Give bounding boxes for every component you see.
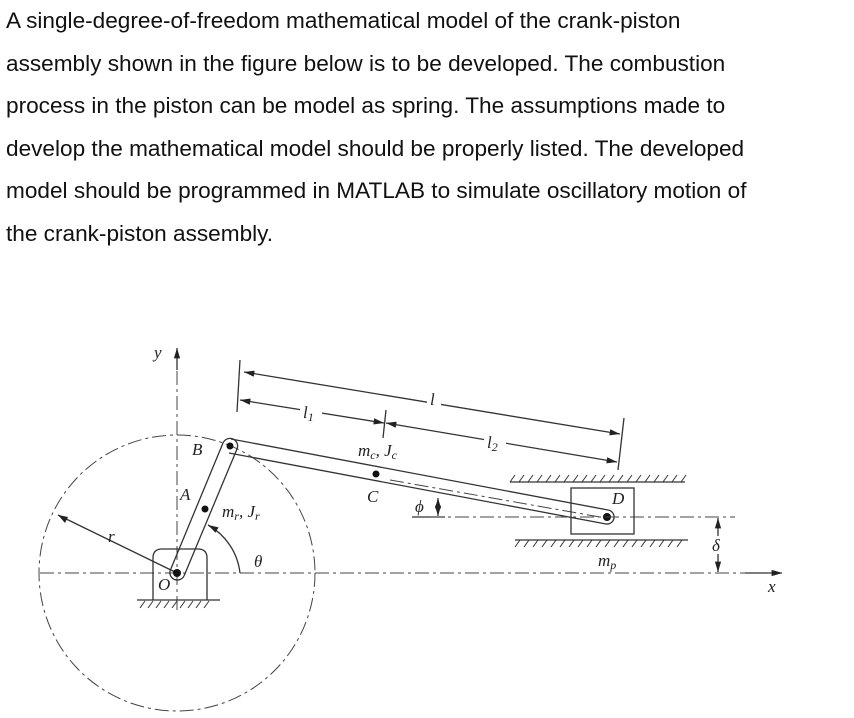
hatch-mark [650,540,655,547]
hatch-mark [528,475,533,482]
text-line: the crank-piston assembly. [6,220,274,246]
theta-label: θ [254,552,263,571]
hatch-mark [537,475,542,482]
text-line: A single-degree-of-freedom mathematical model of the crank-piston [6,8,681,33]
rod-mass-inertia-label: mc, Jc [358,441,397,462]
center-a [202,506,209,513]
point-c-label: C [367,487,379,506]
hatch-mark [641,540,646,547]
point-a-label: A [180,485,191,504]
hatch-mark [654,475,659,482]
x-axis-label: x [768,577,776,596]
delta-label: δ [712,536,720,555]
hatch-mark [663,475,668,482]
point-d-label: D [612,489,625,508]
crank-mass-inertia-label: mr, Jr [222,502,260,523]
radius-line [58,515,177,573]
hatch-mark [519,475,524,482]
origin-label: O [158,575,171,594]
hatch-mark [573,475,578,482]
hatch-mark [609,475,614,482]
hatch-mark [524,540,529,547]
joint-b [227,443,234,450]
hatch-mark [555,475,560,482]
text-line: assembly shown in the figure below is to be developed. The combustion [6,50,726,76]
hatch-mark [627,475,632,482]
text-line: model should be programmed in MATLAB to simulate oscillatory motion of [6,178,747,204]
hatch-mark [578,540,583,547]
hatch-mark [564,475,569,482]
hatch-mark [542,540,547,547]
hatch-mark [677,540,682,547]
y-axis-label: y [154,343,162,362]
theta-arc [208,525,240,573]
hatch-mark [546,475,551,482]
hatch-mark [515,540,520,547]
joint-o [173,569,181,577]
hatch-mark [659,540,664,547]
hatch-mark [681,475,686,482]
hatch-mark [587,540,592,547]
hatch-mark [591,475,596,482]
hatch-mark [668,540,673,547]
piston-block [571,488,634,534]
hatch-mark [645,475,650,482]
hatch-mark [533,540,538,547]
piston-mass-label: mp [598,551,617,572]
hatch-mark [614,540,619,547]
hatch-mark [569,540,574,547]
center-c [373,471,380,478]
point-b-label: B [192,440,203,459]
text-line: develop the mathematical model should be properly listed. The developed [6,135,745,161]
hatch-mark [605,540,610,547]
hatch-mark [618,475,623,482]
hatch-mark [632,540,637,547]
hatch-mark [600,475,605,482]
hatch-mark [672,475,677,482]
hatch-mark [636,475,641,482]
length-l-label: l [430,390,435,409]
hatch-mark [596,540,601,547]
hatch-mark [582,475,587,482]
radius-label: r [108,527,115,546]
hatch-mark [623,540,628,547]
length-l1-label: l1 [303,403,314,424]
hatch-mark [510,475,515,482]
text-line: process in the piston can be model as spring. The assumptions made to [6,93,726,119]
length-l2-label: l2 [487,433,498,454]
phi-label: ϕ [415,497,424,516]
hatch-mark [560,540,565,547]
hatch-mark [551,540,556,547]
ground-hatch [140,601,209,608]
